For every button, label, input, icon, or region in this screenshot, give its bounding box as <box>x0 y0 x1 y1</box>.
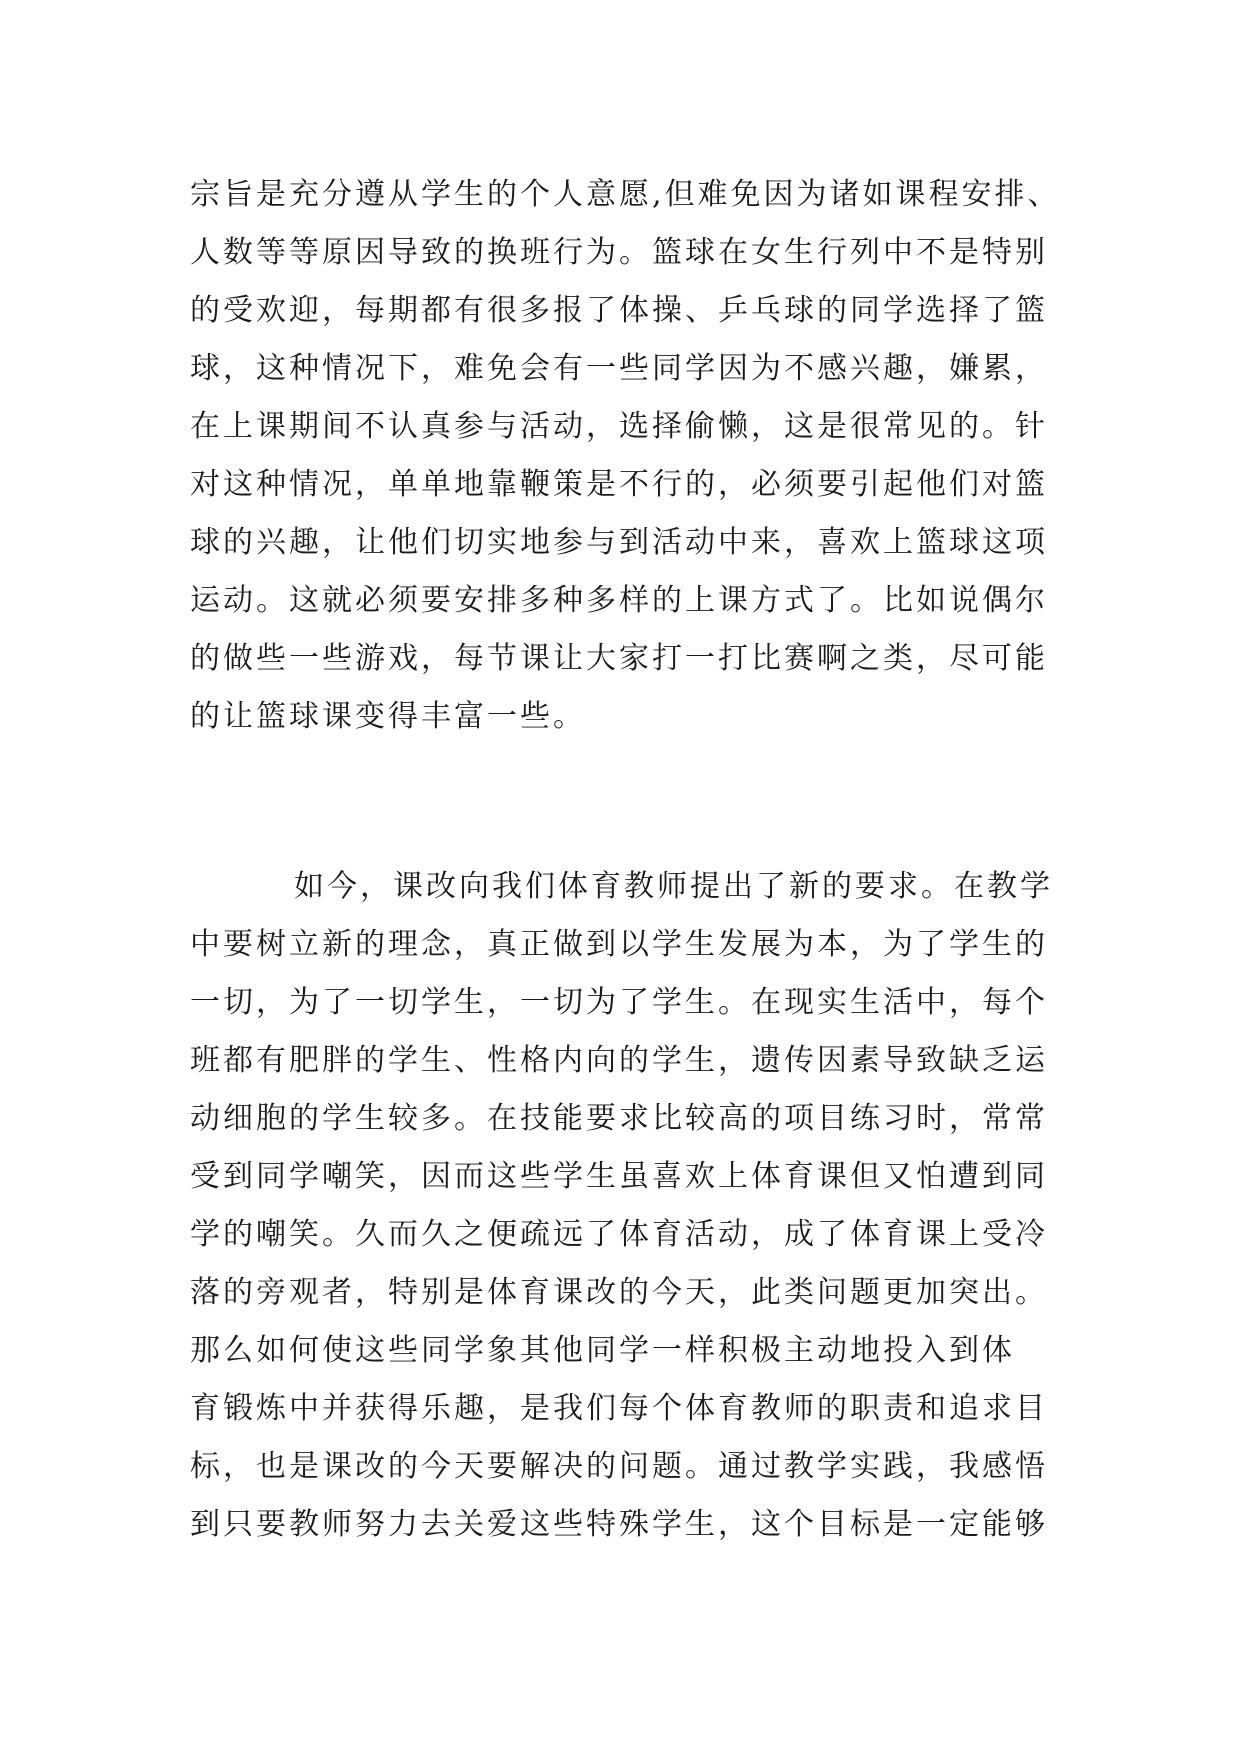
text-line: 那么如何使这些同学象其他同学一样积极主动地投入到体 <box>190 1333 1015 1368</box>
text-line: 球，这种情况下，难免会有一些同学因为不感兴趣，嫌累， <box>190 351 1048 386</box>
text-line: 的受欢迎，每期都有很多报了体操、乒乓球的同学选择了篮 <box>190 293 1048 328</box>
text-line: 动细胞的学生较多。在技能要求比较高的项目练习时，常常 <box>190 1101 1048 1136</box>
text-line: 标，也是课改的今天要解决的问题。通过教学实践，我感悟 <box>190 1449 1048 1484</box>
text-line: 人数等等原因导致的换班行为。篮球在女生行列中不是特别 <box>190 235 1048 270</box>
text-line: 一切，为了一切学生，一切为了学生。在现实生活中，每个 <box>190 985 1048 1020</box>
text-line: 学的嘲笑。久而久之便疏远了体育活动，成了体育课上受冷 <box>190 1217 1048 1252</box>
text-line: 对这种情况，单单地靠鞭策是不行的，必须要引起他们对篮 <box>190 467 1048 502</box>
paragraph-1 <box>190 166 1090 746</box>
text-line: 育锻炼中并获得乐趣，是我们每个体育教师的职责和追求目 <box>190 1391 1048 1426</box>
text-line: 的让篮球课变得丰富一些。 <box>190 699 586 734</box>
text-line: 中要树立新的理念，真正做到以学生发展为本，为了学生的 <box>190 927 1048 962</box>
paragraph-2 <box>190 858 1090 1554</box>
text-line: 到只要教师努力去关爱这些特殊学生，这个目标是一定能够 <box>190 1507 1048 1542</box>
text-line-indented: 如今，课改向我们体育教师提出了新的要求。在教学 <box>294 869 1053 904</box>
text-line: 在上课期间不认真参与活动，选择偷懒，这是很常见的。针 <box>190 409 1048 444</box>
text-line: 班都有肥胖的学生、性格内向的学生，遗传因素导致缺乏运 <box>190 1043 1048 1078</box>
text-line: 运动。这就必须要安排多种多样的上课方式了。比如说偶尔 <box>190 583 1048 618</box>
text-line: 球的兴趣，让他们切实地参与到活动中来，喜欢上篮球这项 <box>190 525 1048 560</box>
text-line: 受到同学嘲笑，因而这些学生虽喜欢上体育课但又怕遭到同 <box>190 1159 1048 1194</box>
text-line: 的做些一些游戏，每节课让大家打一打比赛啊之类，尽可能 <box>190 641 1048 676</box>
text-line: 宗旨是充分遵从学生的个人意愿,但难免因为诸如课程安排、 <box>190 177 1061 212</box>
text-line: 落的旁观者，特别是体育课改的今天，此类问题更加突出。 <box>190 1275 1048 1310</box>
